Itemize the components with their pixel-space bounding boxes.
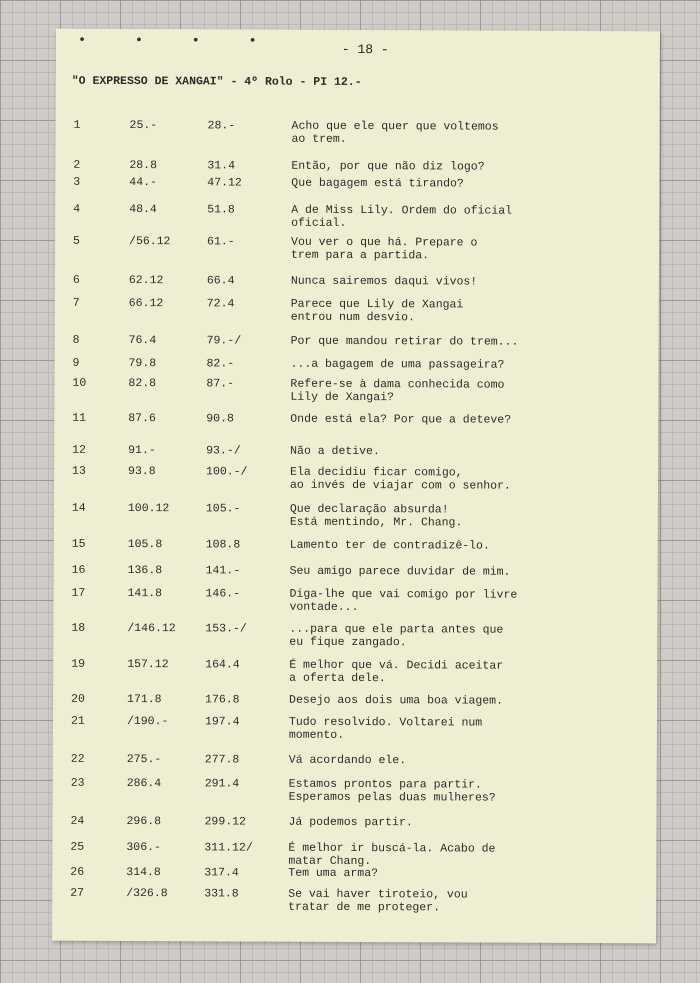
row-number: 23 xyxy=(70,776,85,790)
timecode-out: 197.4 xyxy=(204,715,240,729)
subtitle-row xyxy=(54,464,658,493)
timecode-in: /326.8 xyxy=(126,887,168,901)
subtitle-text: ...para que ele parta antes que eu fique zangado. xyxy=(289,622,504,650)
subtitle-text: Desejo aos dois uma boa viagem. xyxy=(289,693,504,708)
subtitle-text: Ela decidiu ficar comigo, ao invés de viajar com o senhor. xyxy=(289,465,511,493)
row-number: 20 xyxy=(71,692,85,706)
row-number: 18 xyxy=(71,621,86,635)
subtitle-row xyxy=(54,376,658,405)
document-header: "O EXPRESSO DE XANGAI" - 4º Rolo - PI 12.- xyxy=(71,74,362,90)
subtitle-text: A de Miss Lily. Ordem do oficial oficial. xyxy=(291,203,513,230)
subtitle-table xyxy=(56,118,660,915)
timecode-in: 76.4 xyxy=(128,334,157,348)
timecode-in: /146.12 xyxy=(127,622,176,636)
row-number: 22 xyxy=(70,752,85,766)
subtitle-text: Que bagagem está tirando? xyxy=(291,176,464,191)
timecode-in: 48.4 xyxy=(129,203,157,217)
row-number: 8 xyxy=(72,333,80,347)
row-number: 5 xyxy=(73,234,80,248)
subtitle-row xyxy=(55,202,659,230)
subtitle-row xyxy=(55,234,659,263)
row-number: 15 xyxy=(71,537,86,551)
row-number: 9 xyxy=(72,356,80,370)
timecode-out: 146.- xyxy=(205,587,241,601)
timecode-out: 87.- xyxy=(206,377,235,391)
timecode-in: 141.8 xyxy=(127,587,163,601)
subtitle-text: Onde está ela? Por que a deteve? xyxy=(290,412,512,427)
subtitle-text: Parece que Lily de Xangai entrou num desvio. xyxy=(290,297,464,325)
timecode-in: 91.- xyxy=(128,444,156,458)
timecode-out: 79.-/ xyxy=(206,334,242,348)
timecode-out: 100.-/ xyxy=(206,465,248,479)
timecode-in: 100.12 xyxy=(127,502,170,516)
timecode-out: 108.8 xyxy=(205,538,241,552)
subtitle-row xyxy=(54,537,658,553)
timecode-out: 141.- xyxy=(205,564,241,578)
timecode-in: 171.8 xyxy=(127,693,162,707)
subtitle-text: É melhor que vá. Decidi aceitar a oferta dele. xyxy=(289,658,504,686)
subtitle-row xyxy=(53,621,657,650)
row-number: 7 xyxy=(72,296,80,310)
subtitle-row xyxy=(55,158,659,174)
row-number: 10 xyxy=(72,376,87,390)
row-number: 12 xyxy=(72,443,86,457)
subtitle-text: Vou ver o que há. Prepare o trem para a partida. xyxy=(290,235,478,263)
row-number: 13 xyxy=(72,464,86,478)
subtitle-row xyxy=(55,175,659,191)
timecode-out: 61.- xyxy=(207,235,235,249)
timecode-in: 66.12 xyxy=(128,297,164,311)
timecode-in: 62.12 xyxy=(128,274,164,288)
timecode-in: 136.8 xyxy=(127,564,163,578)
timecode-out: 90.8 xyxy=(206,412,234,426)
subtitle-row xyxy=(52,840,656,869)
subtitle-text: Já podemos partir. xyxy=(288,815,413,830)
punch-dots: • • • • xyxy=(77,32,277,50)
subtitle-row xyxy=(53,714,657,742)
row-number: 17 xyxy=(71,586,86,600)
subtitle-row xyxy=(53,692,657,708)
subtitle-row xyxy=(55,296,659,325)
timecode-out: 331.8 xyxy=(204,887,239,901)
subtitle-text: ...a bagagem de uma passageira? xyxy=(290,357,505,372)
timecode-in: 93.8 xyxy=(128,465,156,479)
subtitle-row xyxy=(55,356,659,372)
subtitle-text: Nunca sairemos daqui vivos! xyxy=(290,274,478,289)
timecode-out: 105.- xyxy=(205,502,241,516)
timecode-in: 314.8 xyxy=(126,866,161,880)
row-number: 3 xyxy=(73,175,81,189)
subtitle-row xyxy=(54,501,658,530)
timecode-in: 157.12 xyxy=(127,658,169,672)
timecode-out: 176.8 xyxy=(205,693,240,707)
timecode-in: /56.12 xyxy=(129,235,171,249)
subtitle-row xyxy=(55,273,659,289)
subtitle-row xyxy=(55,333,659,349)
timecode-in: 25.- xyxy=(129,119,158,133)
subtitle-row xyxy=(54,411,658,427)
timecode-out: 51.8 xyxy=(207,203,235,217)
subtitle-row xyxy=(54,443,658,459)
subtitle-text: Não a detive. xyxy=(290,444,380,459)
subtitle-text: Se vai haver tiroteio, vou tratar de me proteger. xyxy=(288,887,468,915)
timecode-in: 296.8 xyxy=(126,815,162,829)
row-number: 6 xyxy=(72,273,80,287)
row-number: 1 xyxy=(73,118,81,132)
timecode-out: 317.4 xyxy=(204,866,239,880)
row-number: 14 xyxy=(71,501,86,515)
timecode-in: 286.4 xyxy=(126,777,162,791)
timecode-out: 311.12/ xyxy=(204,841,253,855)
timecode-out: 31.4 xyxy=(207,159,236,173)
row-number: 26 xyxy=(70,865,85,879)
timecode-out: 66.4 xyxy=(206,274,235,288)
row-number: 21 xyxy=(70,714,85,728)
subtitle-text: Então, por que não diz logo? xyxy=(291,159,485,174)
subtitle-text: Que declaração absurda! Está mentindo, Mr. Chang. xyxy=(289,502,463,530)
subtitle-row xyxy=(56,118,660,146)
timecode-out: 28.- xyxy=(207,119,236,133)
timecode-in: 87.6 xyxy=(128,412,156,426)
timecode-out: 82.- xyxy=(206,357,235,371)
subtitle-row xyxy=(52,886,656,915)
subtitle-text: Por que mandou retirar do trem... xyxy=(290,334,519,349)
subtitle-text: Acho que ele quer que voltemos ao trem. xyxy=(291,119,499,146)
timecode-in: 275.- xyxy=(126,753,162,767)
timecode-out: 153.-/ xyxy=(205,622,247,636)
timecode-in: /190.- xyxy=(126,715,169,729)
subtitle-text: Diga-lhe que vai comigo por livre vontade... xyxy=(289,587,518,615)
timecode-out: 291.4 xyxy=(204,777,240,791)
timecode-out: 47.12 xyxy=(207,176,242,190)
subtitle-row xyxy=(53,814,657,830)
subtitle-text: Estamos prontos para partir. Esperamos pelas duas mulheres? xyxy=(288,777,496,805)
row-number: 24 xyxy=(70,814,85,828)
row-number: 27 xyxy=(70,886,85,900)
timecode-out: 164.4 xyxy=(205,658,240,672)
timecode-in: 28.8 xyxy=(129,159,158,173)
subtitle-row xyxy=(53,752,657,768)
timecode-out: 277.8 xyxy=(204,753,240,767)
subtitle-text: É melhor ir buscá-la. Acabo de matar Chang. xyxy=(288,841,496,869)
timecode-out: 72.4 xyxy=(206,297,235,311)
row-number: 2 xyxy=(73,158,81,172)
subtitle-text: Refere-se à dama conhecida como Lily de Xangai? xyxy=(290,377,505,405)
row-number: 25 xyxy=(70,840,85,854)
subtitle-row xyxy=(52,865,656,881)
timecode-in: 82.8 xyxy=(128,377,157,391)
subtitle-text: Lamento ter de contradizê-lo. xyxy=(289,538,490,553)
row-number: 4 xyxy=(73,202,81,216)
subtitle-row xyxy=(53,657,657,686)
timecode-in: 105.8 xyxy=(127,538,163,552)
timecode-in: 79.8 xyxy=(128,357,157,371)
subtitle-row xyxy=(53,776,657,805)
timecode-in: 306.- xyxy=(126,841,161,855)
timecode-in: 44.- xyxy=(129,176,157,190)
subtitle-text: Seu amigo parece duvidar de mim. xyxy=(289,564,511,579)
subtitle-row xyxy=(54,563,658,579)
subtitle-text: Tem uma arma? xyxy=(288,866,379,881)
row-number: 16 xyxy=(71,563,86,577)
subtitle-text: Vá acordando ele. xyxy=(288,753,407,768)
row-number: 11 xyxy=(72,411,87,425)
row-number: 19 xyxy=(71,657,86,671)
page-number: - 18 - xyxy=(341,41,389,58)
subtitle-row xyxy=(54,586,658,615)
timecode-out: 93.-/ xyxy=(206,444,241,458)
document-sheet xyxy=(52,29,660,944)
timecode-out: 299.12 xyxy=(204,815,246,829)
subtitle-text: Tudo resolvido. Voltarei num momento. xyxy=(288,715,483,742)
